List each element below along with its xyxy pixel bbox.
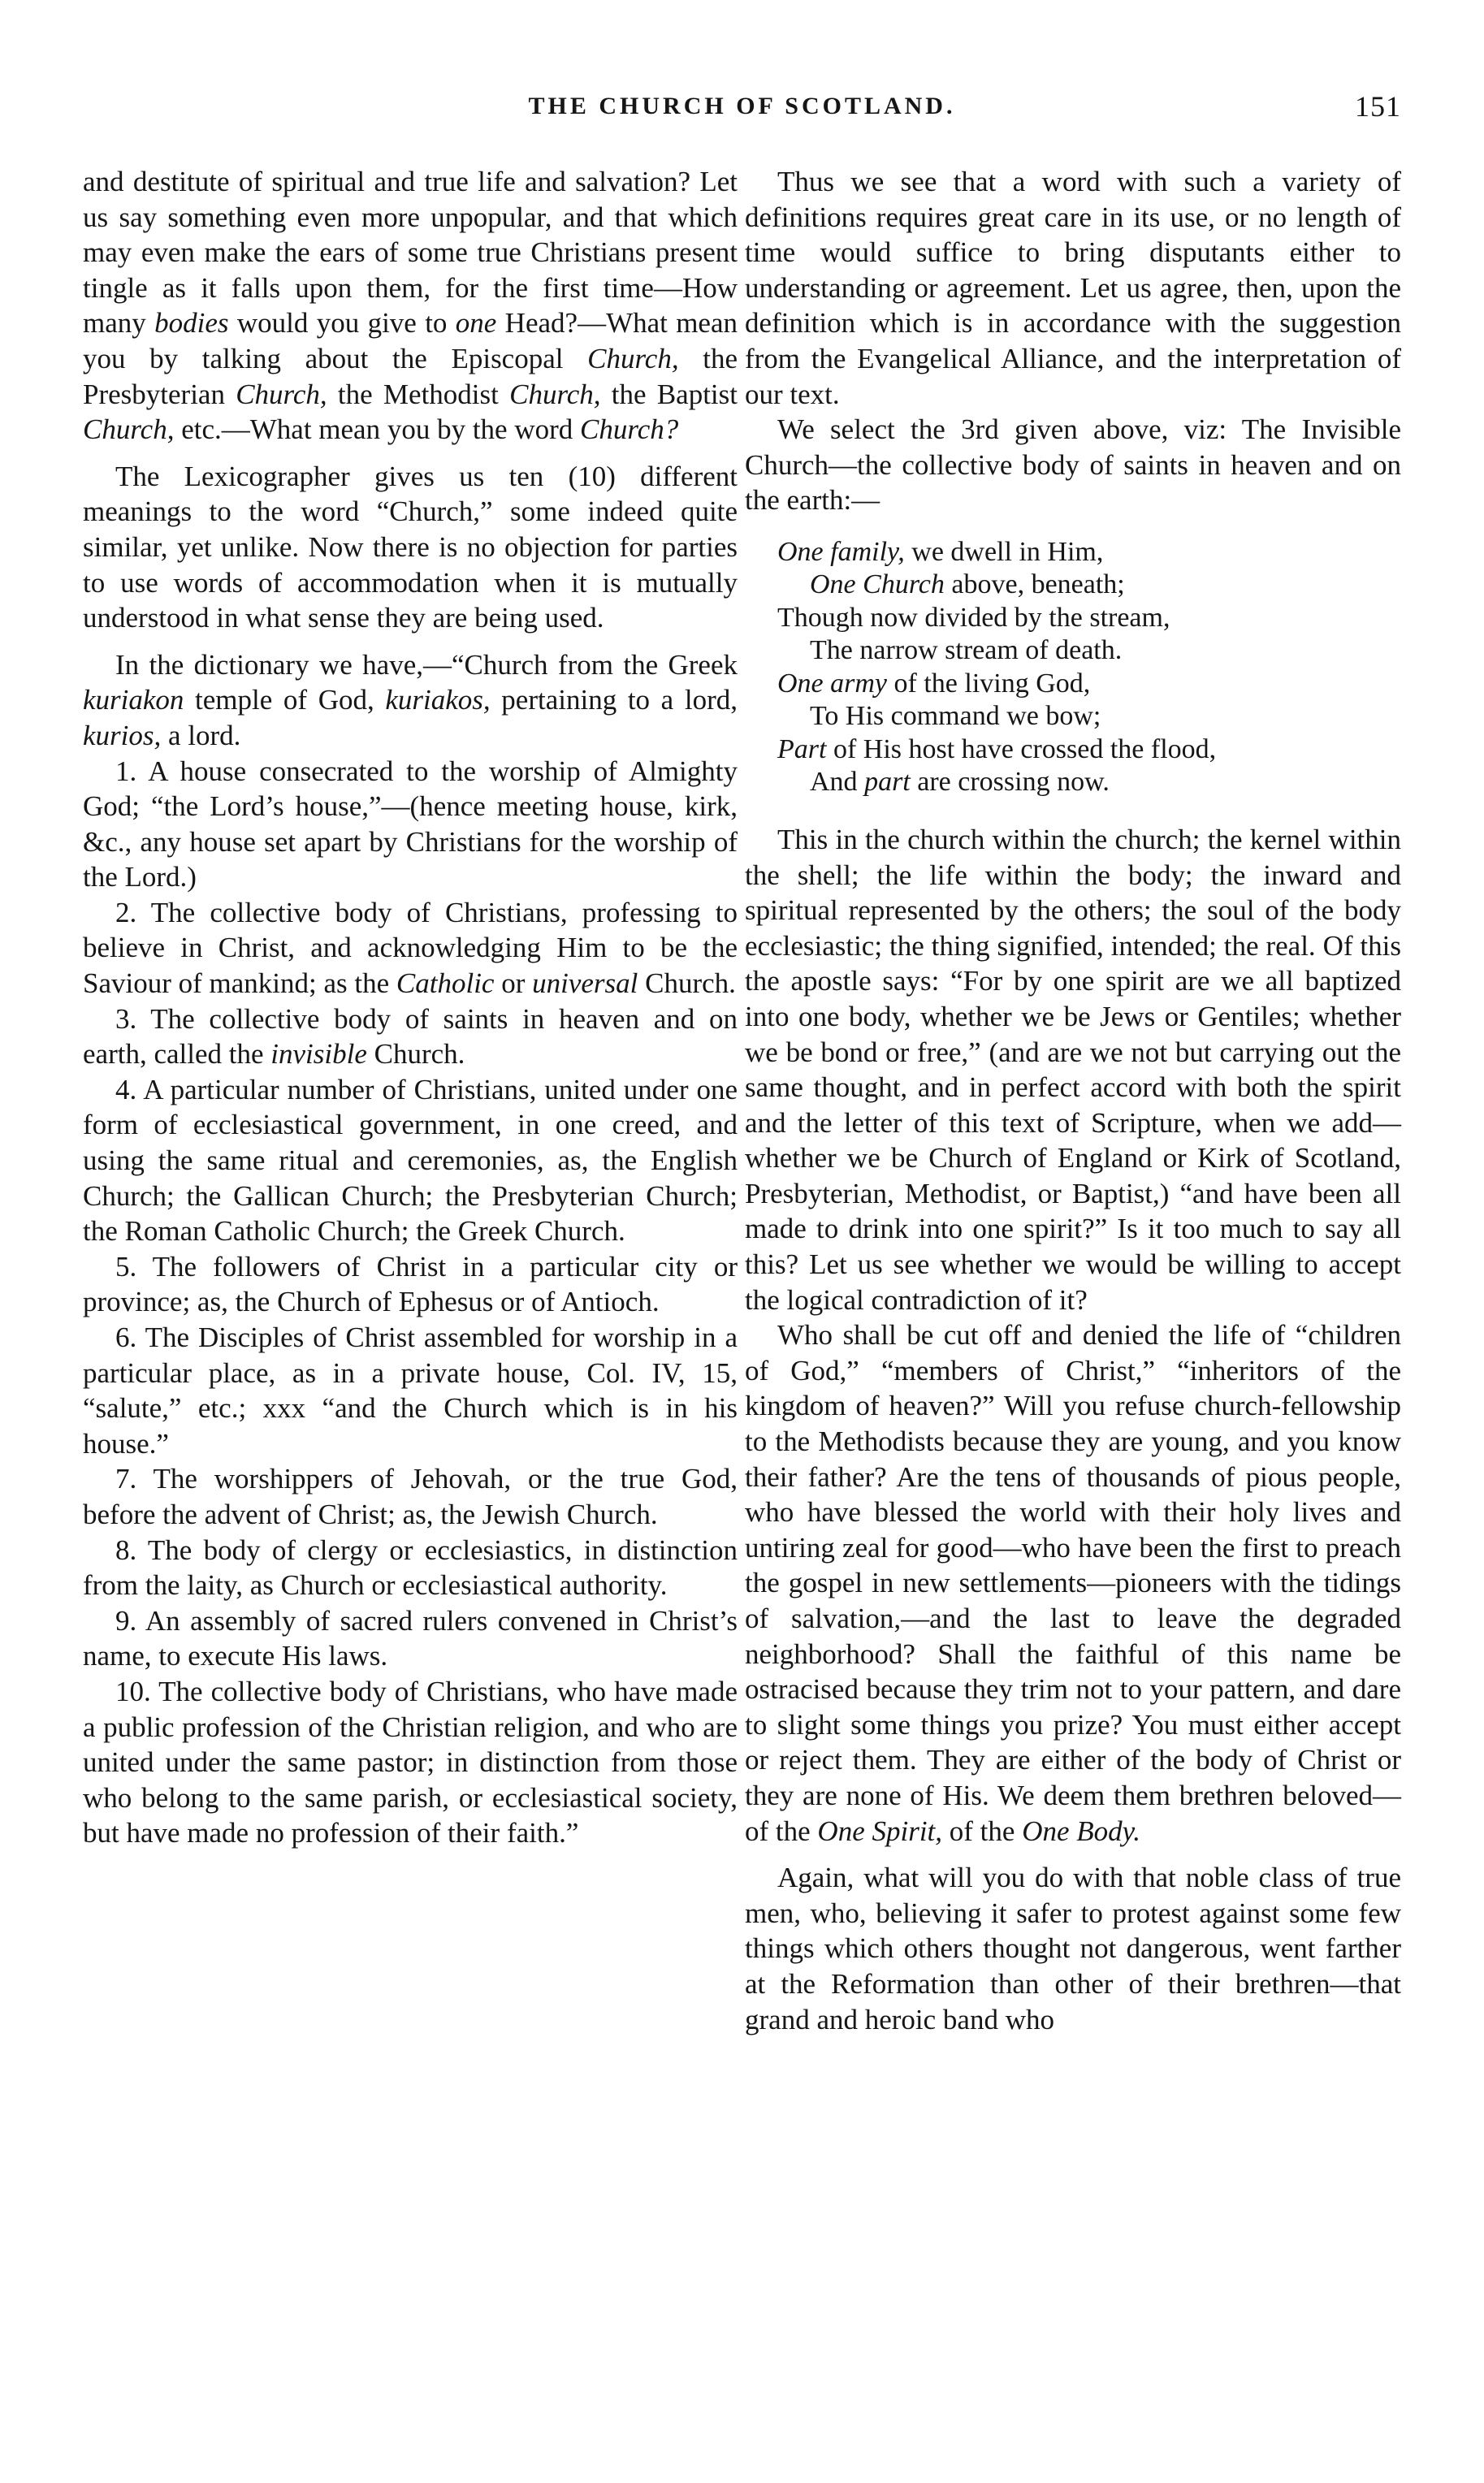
page-header bbox=[83, 86, 1401, 127]
definition-9: 9. An assembly of sacred rulers convened in Christ’s name, to execute His laws. bbox=[83, 1604, 738, 1672]
definition-1: 1. A house consecrated to the worship of Almighty God; “the Lord’s house,”—(hence meeting house, kirk, &c., any house set apart by Christians for the worship of the Lord.) bbox=[83, 755, 738, 893]
verse-line: Though now divided by the stream, bbox=[777, 602, 1170, 633]
verse-line bbox=[777, 733, 1401, 767]
text-run: In the dictionary we have,—“Church from the Greek bbox=[115, 648, 738, 681]
text-run: of His host have crossed the flood, bbox=[826, 733, 1217, 764]
italic-text: One Spirit, bbox=[817, 1815, 943, 1847]
paragraph-dictionary bbox=[83, 647, 738, 754]
text-run: the Baptist bbox=[600, 378, 738, 410]
text-run: 3. The collective body of saints in heaven and on earth, called the bbox=[83, 1002, 738, 1071]
text-run: we dwell in Him, bbox=[904, 536, 1104, 567]
italic-text: bodies bbox=[154, 307, 229, 340]
italic-text: kuriakon bbox=[83, 684, 184, 716]
italic-text: Church, bbox=[509, 378, 601, 410]
text-run: etc.—What mean you by the word bbox=[174, 413, 581, 446]
text-run: And bbox=[810, 767, 865, 798]
italic-text: universal bbox=[532, 967, 638, 1000]
definition-7: 7. The worshippers of Jehovah, or the true God, before the advent of Christ; as, the Jewish Church. bbox=[83, 1463, 738, 1530]
definition-2 bbox=[83, 895, 738, 1001]
italic-text: One army bbox=[777, 668, 888, 699]
italic-text: One Body. bbox=[1022, 1815, 1140, 1847]
text-run: would you give to bbox=[228, 307, 456, 340]
verse-line bbox=[777, 536, 1401, 569]
text-run: of the living God, bbox=[887, 668, 1091, 699]
right-column bbox=[745, 164, 1401, 2037]
page-number: 151 bbox=[1355, 90, 1401, 123]
italic-text: Catholic bbox=[396, 967, 495, 1000]
running-head: THE CHURCH OF SCOTLAND. bbox=[528, 93, 956, 119]
italic-text: part bbox=[864, 767, 911, 798]
text-run: or bbox=[494, 967, 533, 1000]
paragraph-again-noble-class: Again, what will you do with that noble class of true men, who, believing it safer to protest against some few things which others thought not dangerous, went farther at the Reformation than other of their brethren—that grand and heroic band who bbox=[745, 1862, 1401, 2035]
text-run: Church. bbox=[638, 967, 736, 1000]
paragraph-definitions-care: Thus we see that a word with such a variety of definitions requires great care in its use, or no length of time would suffice to bring disputants either to understanding or agreement. Let us agree, then, upon the definition which is in accordance with the suggestion from the Evangelical Alliance, and the interpretation of our text. bbox=[745, 166, 1401, 410]
definition-3 bbox=[83, 1001, 738, 1072]
italic-text: kuriakos, bbox=[385, 684, 491, 716]
text-run: Head?—What mean you by talking about the Episcopal bbox=[83, 307, 738, 374]
verse-line: To His command we bow; bbox=[810, 701, 1101, 732]
verse-line: The narrow stream of death. bbox=[810, 635, 1123, 666]
text-run: temple of God, bbox=[184, 684, 386, 716]
text-run: the Presbyterian bbox=[83, 342, 738, 410]
italic-text: one bbox=[455, 307, 497, 340]
text-run: Church. bbox=[366, 1038, 465, 1071]
text-run: and destitute of spiritual and true life and salvation? Let us say something even more unpopular, and that which may even make the ears of some true Christians present tingle as it falls upon them, for the first time—How many bbox=[83, 166, 738, 340]
italic-text: invisible bbox=[270, 1038, 367, 1071]
text-run: pertaining to a lord, bbox=[490, 684, 738, 716]
text-run: of the bbox=[942, 1815, 1023, 1847]
text-run: the Methodist bbox=[327, 378, 510, 410]
italic-text: One family, bbox=[777, 536, 905, 567]
definition-5: 5. The followers of Christ in a particular city or province; as, the Church of Ephesus or of Antioch. bbox=[83, 1250, 738, 1318]
verse-line bbox=[777, 569, 1401, 602]
italic-text: Church, bbox=[587, 342, 679, 374]
text-run: Who shall be cut off and denied the life of “children of God,” “members of Christ,” “inheritors of the kingdom of heaven?” Will you refuse church-fellowship to the Methodists because they are young, and you know their father? Are the tens of thousands of pious people, who have blessed the world with their holy lives and untiring zeal for good—who have been the first to preach the gospel in new settlements—pioneers with the tidings of salvation,—and the last to leave the degraded neighborhood? Shall the faithful of this name be ostracised because they trim not to your pattern, and dare to slight some things you prize? You must either accept or reject them. They are either of the body of Christ or they are none of His. We deem them brethren beloved—of the bbox=[745, 1319, 1401, 1847]
definition-4: 4. A particular number of Christians, united under one form of ecclesiastical government, in one creed, and using the same ritual and ceremonies, as, the English Church; the Gallican Church; the Presbyterian Church; the Roman Catholic Church; the Greek Church. bbox=[83, 1073, 738, 1248]
italic-text: Church? bbox=[580, 413, 679, 446]
italic-text: Part bbox=[777, 733, 827, 764]
left-column bbox=[83, 164, 738, 1851]
paragraph-select-third: We select the 3rd given above, viz: The Invisible Church—the collective body of saints in heaven and on the earth:— bbox=[745, 413, 1401, 517]
text-run: a lord. bbox=[161, 719, 241, 751]
paragraph-lexicographer: The Lexicographer gives us ten (10) different meanings to the word “Church,” some indeed quite similar, yet unlike. Now there is no objection for parties to use words of accommodation when it is mutually understood in what sense they are being used. bbox=[83, 460, 738, 634]
italic-text: kurios, bbox=[83, 719, 162, 751]
verse-line bbox=[777, 766, 1401, 799]
verse-line bbox=[777, 668, 1401, 701]
definition-10: 10. The collective body of Christians, who have made a public profession of the Christian religion, and who are united under the same pastor; in distinction from those who belong to the same parish, or ecclesiastical society, but have made no profession of their faith.” bbox=[83, 1675, 738, 1849]
text-run: are crossing now. bbox=[910, 767, 1110, 798]
paragraph-church-within-church: This in the church within the church; the kernel within the shell; the life within the body; the inward and spiritual represented by the others; the soul of the body ecclesiastic; the thing signified, intended; the real. Of this the apostle says: “For by one spirit are we all baptized into one body, whether we be Jews or Gentiles; whether we be bond or free,” (and are we not but carrying out the same thought, and in perfect accord with both the spirit and the letter of this text of Scripture, when we add—whether we be Church of England or Kirk of Scotland, Presbyterian, Methodist, or Baptist,) “and have been all made to drink into one spirit?” Is it too much to say all this? Let us see whether we would be willing to accept the logical contradiction of it? bbox=[745, 823, 1401, 1316]
italic-text: Church, bbox=[83, 413, 175, 446]
paragraph-who-shall-be-cut-off bbox=[745, 1317, 1401, 1849]
text-run: 2. The collective body of Christians, professing to believe in Christ, and acknowledging Him to be the Saviour of mankind; as the bbox=[83, 896, 738, 1000]
italic-text: Church, bbox=[236, 378, 327, 410]
paragraph-body-question bbox=[83, 164, 738, 448]
italic-text: One Church bbox=[810, 569, 945, 600]
hymn-verse bbox=[745, 536, 1401, 799]
definition-8: 8. The body of clergy or ecclesiastics, in distinction from the laity, as Church or ecclesiastical authority. bbox=[83, 1533, 738, 1602]
text-run: above, beneath; bbox=[944, 569, 1125, 600]
definition-6: 6. The Disciples of Christ assembled for worship in a particular place, as in a private house, Col. IV, 15, “salute,” etc.; xxx “and the Church which is in his house.” bbox=[83, 1322, 738, 1460]
